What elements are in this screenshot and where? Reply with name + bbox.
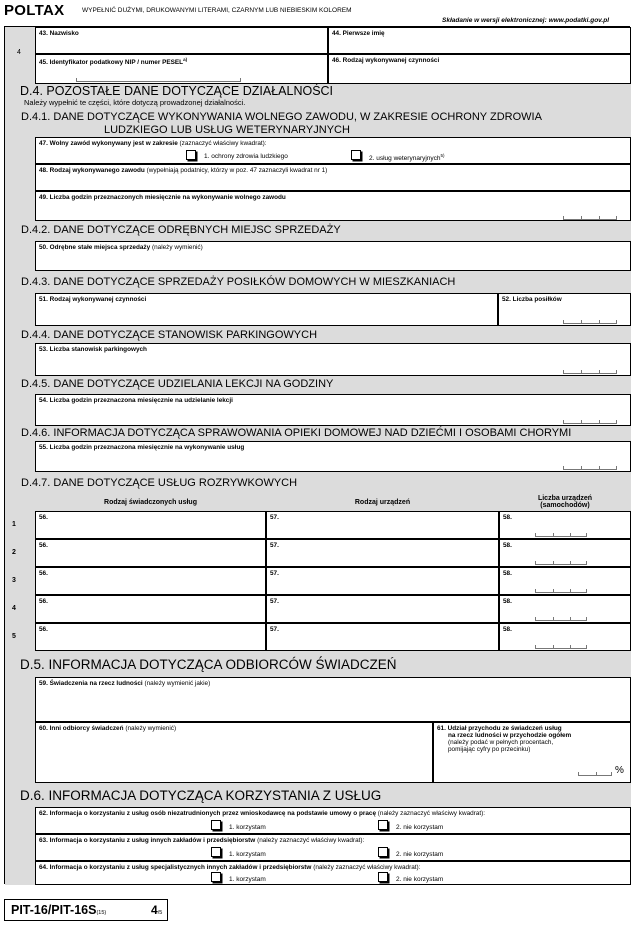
section-d4-note: Należy wypełnić te części, które dotyczą prowadzonej działalności. <box>24 98 246 107</box>
field-51-label: 51. Rodzaj wykonywanej czynności <box>39 296 147 303</box>
d47-row-number: 4 <box>12 605 16 612</box>
field-58-label: 58. <box>503 570 512 577</box>
field-50-label: 50. Odrębne stałe miejsca sprzedaży (należy wymienić) <box>39 244 203 251</box>
field-45-nip-pesel[interactable] <box>35 54 328 84</box>
field-57-row5[interactable] <box>266 623 499 651</box>
field-58-label: 58. <box>503 542 512 549</box>
field-58-label: 58. <box>503 626 512 633</box>
field-56-row1[interactable] <box>35 511 266 539</box>
field-58-digit-ticks <box>535 589 587 593</box>
brand-logo: POLTAX <box>4 2 65 19</box>
section-d4-title: D.4. POZOSTAŁE DANE DOTYCZĄCE DZIAŁALNOŚCI <box>20 84 334 98</box>
field-62-yes-checkbox[interactable] <box>211 820 221 830</box>
field-58-digit-ticks <box>535 533 587 537</box>
field-44-label: 44. Pierwsze imię <box>332 30 385 37</box>
field-61-revenue-share[interactable] <box>433 722 631 783</box>
nip-digit-ticks <box>76 78 241 82</box>
field-55-digit-ticks <box>563 466 617 470</box>
field-46-label: 46. Rodzaj wykonywanej czynności <box>332 57 440 64</box>
field-50-sale-points[interactable] <box>35 241 631 271</box>
col-header-services: Rodzaj świadczonych usług <box>104 499 197 506</box>
field-56-row2[interactable] <box>35 539 266 567</box>
field-51-activity[interactable] <box>35 293 498 326</box>
field-56-row3[interactable] <box>35 567 266 595</box>
field-53-digit-ticks <box>563 370 617 374</box>
field-57-row2[interactable] <box>266 539 499 567</box>
field-48-label: 48. Rodzaj wykonywanego zawodu (wypełniają podatnicy, którzy w poz. 47 zaznaczyli kwadrat nr 1) <box>39 167 328 174</box>
field-57-row3[interactable] <box>266 567 499 595</box>
field-58-row2[interactable] <box>499 539 631 567</box>
field-47-opt2-checkbox[interactable] <box>351 150 361 160</box>
col-header-devices: Rodzaj urządzeń <box>354 499 411 506</box>
field-47-opt2-label: 2. usług weterynaryjnych$^{5)}$ <box>369 153 445 163</box>
field-58-label: 58. <box>503 598 512 605</box>
section-d4-header <box>5 84 631 109</box>
field-57-label: 57. <box>270 598 279 605</box>
field-58-row3[interactable] <box>499 567 631 595</box>
field-53-label: 53. Liczba stanowisk parkingowych <box>39 346 147 353</box>
field-58-row5[interactable] <box>499 623 631 651</box>
section-d5-title: D.5. INFORMACJA DOTYCZĄCA ODBIORCÓW ŚWIADCZEŃ <box>20 657 397 672</box>
field-47-profession-scope <box>35 137 631 164</box>
page-number: 4/5 <box>151 903 163 917</box>
field-49-hours[interactable] <box>35 191 631 221</box>
field-54-lesson-hours[interactable] <box>35 394 631 426</box>
field-58-row4[interactable] <box>499 595 631 623</box>
col-header-device-count: Liczba urządzeń (samochodów) <box>537 495 593 509</box>
field-56-row5[interactable] <box>35 623 266 651</box>
row-number: 4 <box>17 49 21 56</box>
row-number-cell <box>5 27 35 84</box>
field-56-label: 56. <box>39 514 48 521</box>
field-63-no-label: 2. nie korzystam <box>396 851 444 858</box>
field-55-label: 55. Liczba godzin przeznaczona miesięcznie na wykonywanie usług <box>39 444 245 451</box>
field-57-label: 57. <box>270 626 279 633</box>
section-d41-title-line2: LUDZKIEGO LUB USŁUG WETERYNARYJNYCH <box>104 124 350 136</box>
field-52-digit-ticks <box>563 320 617 324</box>
field-48-profession[interactable] <box>35 164 631 191</box>
field-44-first-name[interactable] <box>328 27 631 54</box>
d47-row-number: 2 <box>12 549 16 556</box>
field-60-label: 60. Inni odbiorcy świadczeń (należy wymienić) <box>39 725 177 732</box>
field-56-label: 56. <box>39 598 48 605</box>
field-56-label: 56. <box>39 542 48 549</box>
field-60-other-recipients[interactable] <box>35 722 433 783</box>
field-57-label: 57. <box>270 570 279 577</box>
field-59-services[interactable] <box>35 677 631 722</box>
field-63-label: 63. Informacja o korzystaniu z usług innych zakładów i przedsiębiorstw (należy zaznaczyć właściwy kwadrat): <box>39 837 365 844</box>
field-63-other-companies <box>35 834 631 861</box>
field-47-label: 47. Wolny zawód wykonywany jest w zakresie (zaznaczyć właściwy kwadrat): <box>39 140 267 147</box>
field-43-surname[interactable] <box>35 27 328 54</box>
page-header <box>0 0 633 28</box>
section-d6-title: D.6. INFORMACJA DOTYCZĄCA KORZYSTANIA Z USŁUG <box>20 788 382 803</box>
percent-sign: % <box>615 765 624 776</box>
field-62-label: 62. Informacja o korzystaniu z usług osób niezatrudnionych przez wnioskodawcę na podstawie umowy o pracę (należy zaznaczyć właściwy kwadrat): <box>39 810 486 817</box>
section-d44-title: D.4.4. DANE DOTYCZĄCE STANOWISK PARKINGOWYCH <box>21 329 318 341</box>
field-57-label: 57. <box>270 542 279 549</box>
electronic-filing-note: Składanie w wersji elektronicznej: www.podatki.gov.pl <box>442 17 609 24</box>
field-63-yes-checkbox[interactable] <box>211 847 221 857</box>
field-45-label: 45. Identyfikator podatkowy NIP / numer PESEL$^{a)}$ <box>39 57 188 67</box>
field-61-label: 61. Udział przychodu ze świadczeń usług na rzecz ludności w przychodzie ogółem (należy podać w pełnych procentach, pomijając cyfry po przecinku) <box>437 725 572 753</box>
field-61-digit-ticks <box>578 772 612 776</box>
form-page <box>4 26 630 884</box>
form-code: PIT-16/PIT-16S(15) <box>11 903 107 917</box>
d47-row-number: 5 <box>12 633 16 640</box>
field-49-label: 49. Liczba godzin przeznaczonych miesięcznie na wykonywanie wolnego zawodu <box>39 194 286 201</box>
d47-row-number: 1 <box>12 521 16 528</box>
section-d42-title: D.4.2. DANE DOTYCZĄCE ODRĘBNYCH MIEJSC SPRZEDAŻY <box>21 224 341 236</box>
field-64-label: 64. Informacja o korzystaniu z usług specjalistycznych innych zakładów i przedsiębiorstw (należy zaznaczyć właściwy kwadrat): <box>39 864 421 871</box>
field-59-label: 59. Świadczenia na rzecz ludności (należy wymienić jakie) <box>39 680 211 687</box>
section-d46-title: D.4.6. INFORMACJA DOTYCZĄCA SPRAWOWANIA OPIEKI DOMOWEJ NAD DZIEĆMI I OSOBAMI CHORYMI <box>21 427 572 439</box>
field-62-yes-label: 1. korzystam <box>229 824 266 831</box>
d47-row-number: 3 <box>12 577 16 584</box>
field-52-meals[interactable] <box>498 293 631 326</box>
field-54-digit-ticks <box>563 420 617 424</box>
field-56-row4[interactable] <box>35 595 266 623</box>
field-64-specialist-services <box>35 861 631 885</box>
section-d45-title: D.4.5. DANE DOTYCZĄCE UDZIELANIA LEKCJI NA GODZINY <box>21 378 334 390</box>
field-64-no-checkbox[interactable] <box>378 872 388 882</box>
field-64-no-label: 2. nie korzystam <box>396 876 444 883</box>
field-62-no-checkbox[interactable] <box>378 820 388 830</box>
field-57-row1[interactable] <box>266 511 499 539</box>
field-52-label: 52. Liczba posiłków <box>502 296 562 303</box>
field-63-yes-label: 1. korzystam <box>229 851 266 858</box>
section-d47-title: D.4.7. DANE DOTYCZĄCE USŁUG ROZRYWKOWYCH <box>21 477 298 489</box>
field-58-row1[interactable] <box>499 511 631 539</box>
field-56-label: 56. <box>39 626 48 633</box>
field-58-digit-ticks <box>535 561 587 565</box>
field-64-yes-label: 1. korzystam <box>229 876 266 883</box>
fill-instruction: WYPEŁNIĆ DUŻYMI, DRUKOWANYMI LITERAMI, CZARNYM LUB NIEBIESKIM KOLOREM <box>82 7 352 14</box>
field-56-label: 56. <box>39 570 48 577</box>
field-57-label: 57. <box>270 514 279 521</box>
field-47-opt1-checkbox[interactable] <box>186 150 196 160</box>
field-64-yes-checkbox[interactable] <box>211 872 221 882</box>
field-43-label: 43. Nazwisko <box>39 30 79 37</box>
field-62-external-staff <box>35 807 631 834</box>
field-57-row4[interactable] <box>266 595 499 623</box>
field-49-digit-ticks <box>563 216 617 220</box>
field-55-care-hours[interactable] <box>35 441 631 472</box>
field-63-no-checkbox[interactable] <box>378 847 388 857</box>
field-47-opt1-label: 1. ochrony zdrowia ludzkiego <box>204 153 288 160</box>
section-d43-title: D.4.3. DANE DOTYCZĄCE SPRZEDAŻY POSIŁKÓW DOMOWYCH W MIESZKANIACH <box>21 276 456 288</box>
field-58-digit-ticks <box>535 617 587 621</box>
field-46-activity-type[interactable] <box>328 54 631 84</box>
field-58-label: 58. <box>503 514 512 521</box>
section-d41-title-line1: D.4.1. DANE DOTYCZĄCE WYKONYWANIA WOLNEGO ZAWODU, W ZAKRESIE OCHRONY ZDROWIA <box>21 111 542 123</box>
field-54-label: 54. Liczba godzin przeznaczona miesięcznie na udzielanie lekcji <box>39 397 233 404</box>
field-58-digit-ticks <box>535 645 587 649</box>
field-53-parking[interactable] <box>35 343 631 376</box>
field-62-no-label: 2. nie korzystam <box>396 824 444 831</box>
form-code-box <box>4 899 168 921</box>
